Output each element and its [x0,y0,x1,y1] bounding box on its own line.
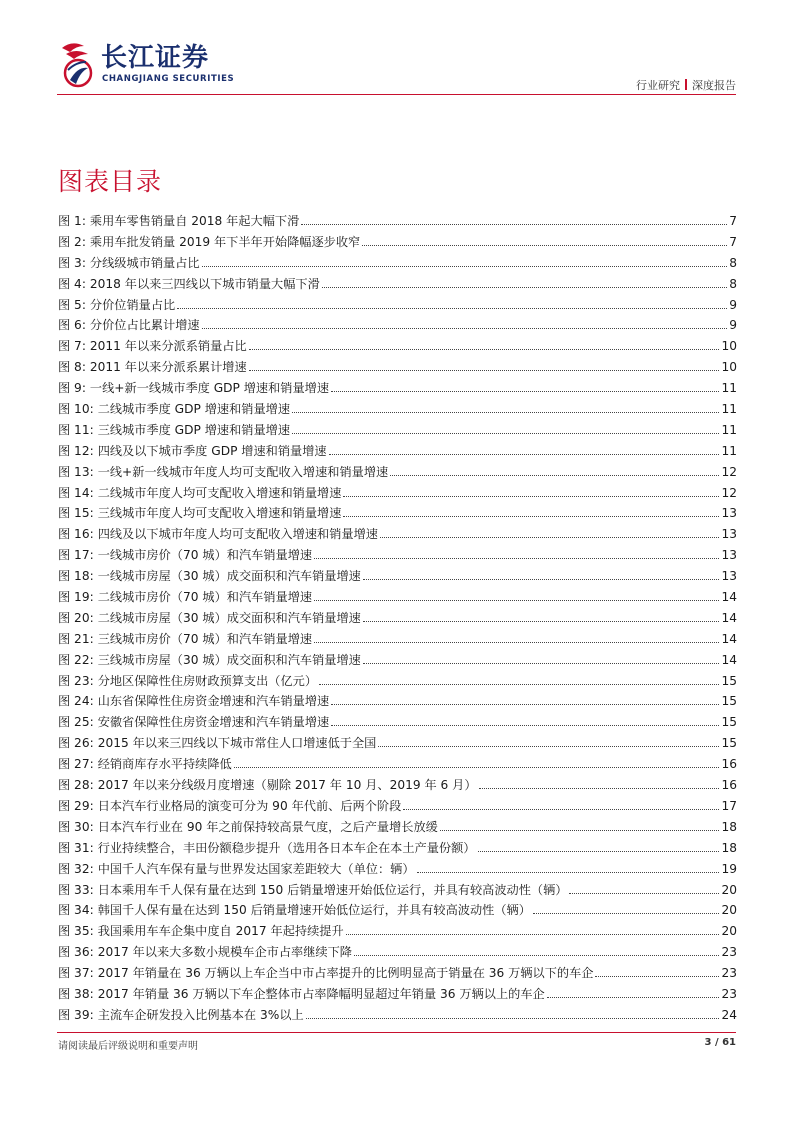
toc-leader-dots [322,275,727,288]
toc-entry-title: 分地区保障性住房财政预算支出（亿元） [97,673,318,688]
toc-entry-label: 图 16: [58,527,94,542]
company-logo [58,40,258,90]
toc-entry-label: 图 28: [58,778,94,793]
toc-entry-label: 图 18: [58,569,94,584]
toc-entry-page: 14 [721,590,737,605]
toc-entry-label: 图 27: [58,757,94,772]
toc-leader-dots [478,839,720,852]
toc-leader-dots [362,233,727,246]
toc-entry[interactable] [58,796,737,817]
toc-entry[interactable] [58,503,737,524]
toc-entry-title: 我国乘用车车企集中度自 2017 年起持续提升 [97,924,344,939]
toc-entry-title: 二线城市季度 GDP 增速和销量增速 [97,402,291,417]
toc-entry[interactable] [58,524,737,545]
toc-entry-page: 15 [721,736,737,751]
toc-entry-label: 图 5: [58,297,86,312]
toc-entry-page: 8 [729,255,737,270]
report-category [636,77,736,93]
toc-leader-dots [440,818,720,831]
toc-entry-label: 图 31: [58,840,94,855]
toc-leader-dots [249,358,720,371]
logo-english-name: CHANGJIANG SECURITIES [102,74,235,84]
table-of-figures [58,211,737,1026]
toc-leader-dots [363,609,720,622]
toc-entry[interactable] [58,712,737,733]
toc-leader-dots [403,797,719,810]
toc-entry[interactable] [58,838,737,859]
toc-entry-title: 分价位占比累计增速 [89,318,200,333]
toc-leader-dots [547,985,720,998]
toc-entry-page: 24 [721,1007,737,1022]
category-label: 行业研究 [636,79,680,92]
toc-entry-page: 13 [721,527,737,542]
toc-entry-page: 11 [721,402,737,417]
toc-entry-page: 18 [721,840,737,855]
toc-leader-dots [306,1006,720,1019]
toc-entry[interactable] [58,545,737,566]
toc-leader-dots [479,776,720,789]
toc-entry[interactable] [58,399,737,420]
toc-entry[interactable] [58,671,737,692]
toc-entry-label: 图 22: [58,652,94,667]
toc-leader-dots [234,755,720,768]
toc-entry-label: 图 39: [58,1007,94,1022]
toc-leader-dots [533,901,720,914]
toc-entry-title: 2017 年销量 36 万辆以下车企整体市占率降幅明显超过年销量 36 万辆以上的车企 [97,986,545,1001]
toc-leader-dots [354,943,720,956]
toc-leader-dots [177,296,727,309]
toc-entry-page: 9 [729,297,737,312]
toc-leader-dots [314,588,719,601]
header-divider [57,94,736,95]
toc-entry-page: 12 [721,464,737,479]
footer-divider [57,1032,736,1033]
toc-entry-title: 安徽省保障性住房资金增速和汽车销量增速 [97,715,330,730]
toc-leader-dots [202,316,728,329]
toc-entry-title: 三线城市年度人均可支配收入增速和销量增速 [97,506,342,521]
toc-entry-title: 2017 年以来分线级月度增速（剔除 2017 年 10 月、2019 年 6 月） [97,778,477,793]
toc-entry-page: 15 [721,673,737,688]
toc-entry-label: 图 11: [58,422,94,437]
toc-entry-title: 分价位销量占比 [89,297,176,312]
toc-entry-page: 23 [721,986,737,1001]
toc-entry[interactable] [58,232,737,253]
toc-entry-title: 三线城市房屋（30 城）成交面积和汽车销量增速 [97,652,361,667]
toc-entry-label: 图 30: [58,819,94,834]
toc-entry[interactable] [58,921,737,942]
toc-entry-label: 图 4: [58,276,86,291]
toc-entry[interactable] [58,608,737,629]
toc-leader-dots [249,337,720,350]
toc-entry[interactable] [58,733,737,754]
toc-leader-dots [569,881,719,894]
toc-entry-page: 20 [721,903,737,918]
toc-entry-page: 13 [721,506,737,521]
toc-entry-page: 9 [729,318,737,333]
toc-entry-title: 一线城市房屋（30 城）成交面积和汽车销量增速 [97,569,361,584]
toc-leader-dots [331,713,719,726]
toc-entry-label: 图 24: [58,694,94,709]
toc-entry[interactable] [58,880,737,901]
toc-entry-label: 图 13: [58,464,94,479]
toc-entry[interactable] [58,253,737,274]
toc-entry-label: 图 19: [58,590,94,605]
toc-entry-title: 2017 年以来大多数小规模车企市占率继续下降 [97,945,352,960]
toc-leader-dots [331,379,719,392]
toc-leader-dots [363,651,720,664]
toc-entry-label: 图 29: [58,798,94,813]
toc-entry-page: 13 [721,548,737,563]
toc-entry-page: 14 [721,652,737,667]
toc-leader-dots [329,442,720,455]
toc-entry[interactable] [58,357,737,378]
toc-entry-title: 二线城市房屋（30 城）成交面积和汽车销量增速 [97,610,361,625]
toc-entry-page: 19 [721,861,737,876]
toc-entry-page: 13 [721,569,737,584]
toc-entry-page: 10 [721,360,737,375]
toc-leader-dots [346,922,720,935]
toc-entry-title: 三线城市房价（70 城）和汽车销量增速 [97,631,313,646]
toc-entry-title: 三线城市季度 GDP 增速和销量增速 [97,422,291,437]
toc-entry-page: 15 [721,715,737,730]
toc-entry[interactable] [58,691,737,712]
toc-entry-label: 图 37: [58,966,94,981]
toc-entry-label: 图 34: [58,903,94,918]
toc-entry-title: 2011 年以来分派系累计增速 [89,360,247,375]
toc-entry-label: 图 14: [58,485,94,500]
toc-entry-title: 二线城市房价（70 城）和汽车销量增速 [97,590,313,605]
toc-entry[interactable] [58,650,737,671]
toc-entry-title: 山东省保障性住房资金增速和汽车销量增速 [97,694,330,709]
toc-entry-label: 图 25: [58,715,94,730]
toc-entry-label: 图 38: [58,986,94,1001]
toc-entry-title: 日本汽车行业格局的演变可分为 90 年代前、后两个阶段 [97,798,402,813]
toc-entry-title: 一线+新一线城市年度人均可支配收入增速和销量增速 [97,464,389,479]
toc-entry-page: 16 [721,757,737,772]
toc-entry[interactable] [58,942,737,963]
toc-entry[interactable] [58,900,737,921]
toc-leader-dots [292,421,719,434]
toc-entry-title: 日本汽车行业在 90 年之前保持较高景气度，之后产量增长放缓 [97,819,438,834]
toc-entry[interactable] [58,315,737,336]
toc-entry-page: 7 [729,214,737,228]
toc-entry-label: 图 12: [58,443,94,458]
toc-entry-page: 11 [721,381,737,396]
toc-entry-label: 图 7: [58,339,86,354]
toc-entry-label: 图 35: [58,924,94,939]
toc-entry-title: 中国千人汽车保有量与世界发达国家差距较大（单位：辆） [97,861,415,876]
toc-entry-title: 四线及以下城市季度 GDP 增速和销量增速 [97,443,327,458]
toc-entry-title: 2015 年以来三四线以下城市常住人口增速低于全国 [97,736,377,751]
toc-entry-title: 日本乘用车千人保有量在达到 150 后销量增速开始低位运行，并具有较高波动性（辆） [97,882,568,897]
toc-entry-page: 15 [721,694,737,709]
toc-leader-dots [378,734,719,747]
logo-mark-icon [58,40,98,88]
toc-leader-dots [343,504,719,517]
toc-entry-label: 图 21: [58,631,94,646]
toc-entry-label: 图 32: [58,861,94,876]
report-type-label: 深度报告 [692,79,736,92]
toc-entry-title: 乘用车批发销量 2019 年下半年开始降幅逐步收窄 [89,234,361,249]
toc-entry-page: 12 [721,485,737,500]
toc-leader-dots [292,400,719,413]
toc-leader-dots [314,630,719,643]
toc-entry[interactable] [58,587,737,608]
toc-entry-title: 四线及以下城市年度人均可支配收入增速和销量增速 [97,527,378,542]
page-title: 图表目录 [58,167,163,196]
toc-entry-title: 乘用车零售销量自 2018 年起大幅下滑 [89,214,300,228]
toc-leader-dots [417,860,720,873]
toc-entry-page: 14 [721,610,737,625]
toc-entry-label: 图 23: [58,673,94,688]
toc-entry[interactable] [58,274,737,295]
toc-entry[interactable] [58,754,737,775]
toc-leader-dots [363,567,720,580]
category-separator [685,79,687,90]
toc-entry-page: 16 [721,778,737,793]
toc-entry-label: 图 8: [58,360,86,375]
page-number: 3 / 61 [704,1037,736,1048]
toc-entry[interactable] [58,211,737,232]
toc-entry-page: 8 [729,276,737,291]
toc-entry-title: 一线城市房价（70 城）和汽车销量增速 [97,548,313,563]
toc-entry[interactable] [58,629,737,650]
toc-entry[interactable] [58,483,737,504]
toc-entry-label: 图 17: [58,548,94,563]
toc-entry-label: 图 36: [58,945,94,960]
toc-entry-label: 图 6: [58,318,86,333]
toc-leader-dots [331,692,719,705]
toc-entry-title: 主流车企研发投入比例基本在 3%以上 [97,1007,304,1022]
toc-entry-page: 23 [721,945,737,960]
toc-entry-page: 18 [721,819,737,834]
toc-entry-title: 一线+新一线城市季度 GDP 增速和销量增速 [89,381,330,396]
toc-entry-title: 韩国千人保有量在达到 150 后销量增速开始低位运行，并具有较高波动性（辆） [97,903,531,918]
toc-entry-label: 图 1: [58,214,86,228]
toc-entry-title: 行业持续整合，丰田份额稳步提升（选用各日本车企在本土产量份额） [97,840,476,855]
toc-entry-page: 11 [721,443,737,458]
toc-entry-page: 17 [721,798,737,813]
toc-entry-page: 23 [721,966,737,981]
toc-leader-dots [595,964,719,977]
toc-entry[interactable] [58,462,737,483]
toc-entry-page: 11 [721,422,737,437]
toc-entry-page: 14 [721,631,737,646]
toc-entry-label: 图 2: [58,234,86,249]
footer-disclaimer: 请阅读最后评级说明和重要声明 [58,1041,198,1052]
toc-entry[interactable] [58,984,737,1005]
toc-entry[interactable] [58,963,737,984]
toc-entry[interactable] [58,1005,737,1026]
toc-entry-label: 图 10: [58,402,94,417]
toc-entry-title: 2018 年以来三四线以下城市销量大幅下滑 [89,276,320,291]
toc-leader-dots [319,672,719,685]
toc-entry-label: 图 15: [58,506,94,521]
toc-leader-dots [343,484,719,497]
toc-entry-page: 10 [721,339,737,354]
toc-entry[interactable] [58,336,737,357]
toc-entry-title: 经销商库存水平持续降低 [97,757,232,772]
toc-leader-dots [202,254,728,267]
toc-entry-page: 20 [721,924,737,939]
toc-entry[interactable] [58,441,737,462]
toc-leader-dots [314,546,719,559]
toc-entry[interactable] [58,378,737,399]
toc-entry-page: 20 [721,882,737,897]
toc-entry-label: 图 33: [58,882,94,897]
toc-entry-label: 图 26: [58,736,94,751]
toc-entry-title: 分线级城市销量占比 [89,255,200,270]
toc-entry-label: 图 20: [58,610,94,625]
toc-entry[interactable] [58,295,737,316]
logo-chinese-name: 长江证券 [101,43,210,73]
toc-leader-dots [390,463,719,476]
toc-entry-title: 2017 年销量在 36 万辆以上车企当中市占率提升的比例明显高于销量在 36 万辆以下的车企 [97,966,594,981]
toc-leader-dots [301,212,727,225]
toc-entry[interactable] [58,775,737,796]
toc-entry[interactable] [58,817,737,838]
toc-entry[interactable] [58,420,737,441]
toc-entry-title: 2011 年以来分派系销量占比 [89,339,247,354]
toc-entry-page: 7 [729,234,737,249]
page-header [0,0,793,100]
toc-entry[interactable] [58,859,737,880]
toc-entry-label: 图 3: [58,255,86,270]
toc-entry-title: 二线城市年度人均可支配收入增速和销量增速 [97,485,342,500]
toc-entry[interactable] [58,566,737,587]
toc-entry-label: 图 9: [58,381,86,396]
toc-leader-dots [380,525,719,538]
